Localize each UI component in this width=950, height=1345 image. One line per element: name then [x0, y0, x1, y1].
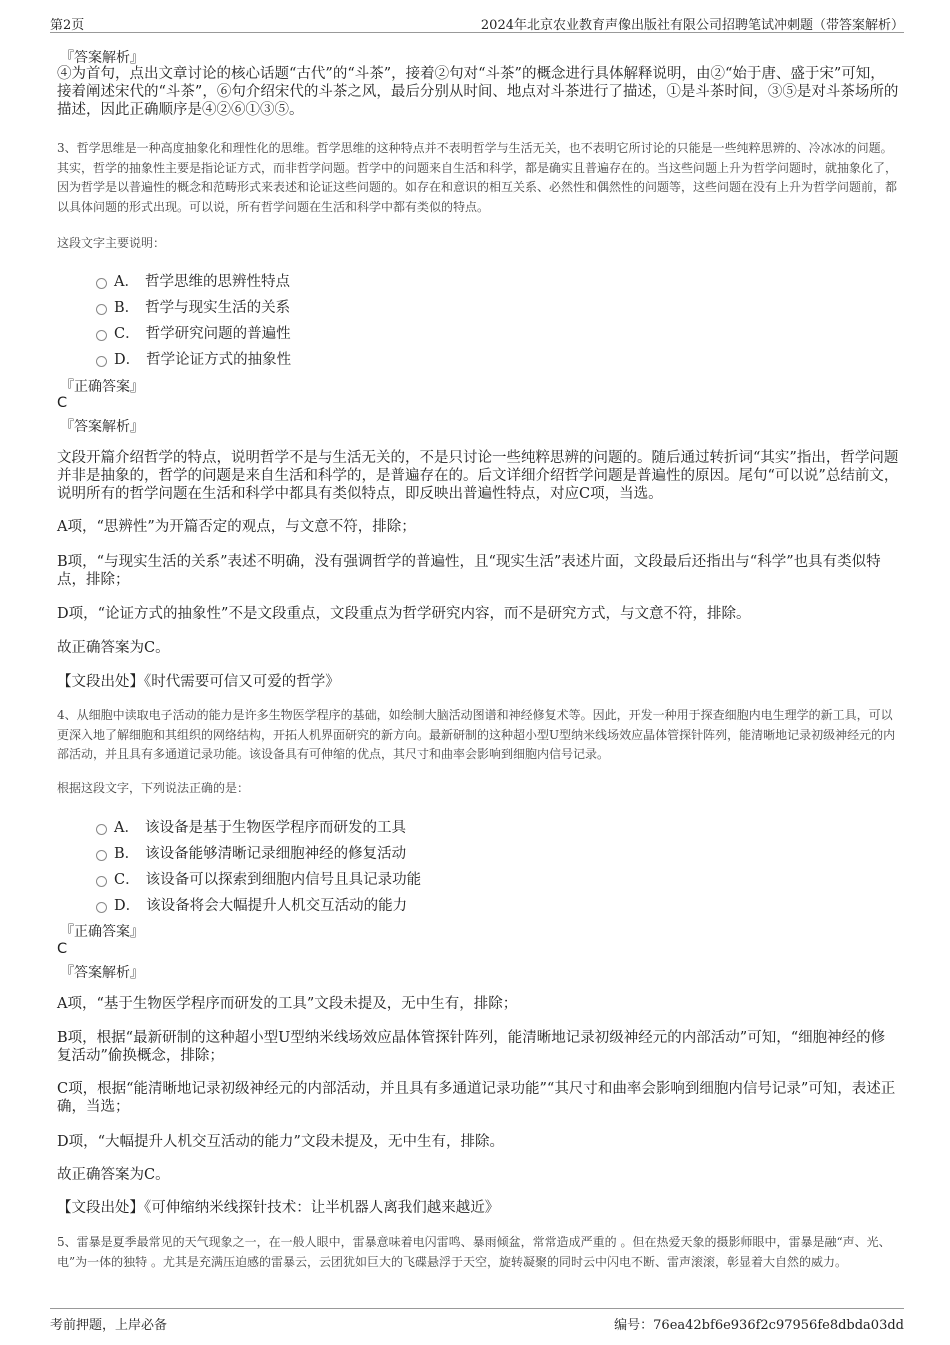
- q3-option-d[interactable]: D． 哲学论证方式的抽象性: [96, 348, 291, 369]
- q3-analysis-d: D项，“论证方式的抽象性”不是文段重点，文段重点为哲学研究内容，而不是研究方式，与文意不符，排除。: [57, 606, 751, 622]
- q5-passage: 5、雷暴是夏季最常见的天气现象之一，在一般人眼中，雷暴意味着电闪雷鸣、暴雨倾盆，常常造成严重的 。但在热爱天象的摄影师眼中，雷暴是融“声、光、电”为一体的独特 。尤其是充满压迫感的雷暴云，云团犹如巨大的飞碟悬浮于天空，旋转凝聚的同时云中闪电不断、雷声滚滚，彰显着大自然的威力。: [57, 1235, 891, 1269]
- q3-analysis-label: 『答案解析』: [60, 419, 144, 435]
- q3-option-a[interactable]: A． 哲学思维的思辨性特点: [96, 270, 290, 291]
- q3-source: 【文段出处】《时代需要可信又可爱的哲学》: [57, 674, 340, 690]
- document-title: 2024年北京农业教育声像出版社有限公司招聘笔试冲刺题（带答案解析）: [480, 18, 904, 33]
- q4-passage: 4、从细胞中读取电子活动的能力是许多生物医学程序的基础，如绘制大脑活动图谱和神经修复术等。因此，开发一种用于探查细胞内电生理学的新工具，可以更深入地了解细胞和其组织的网络结构，开拓人机界面研究的新方向。最新研制的这种超小型U型纳米线场效应晶体管探针阵列，能清晰地记录初级神经元的内部活动，并且具有多通道记录功能。该设备具有可伸缩的优点，其尺寸和曲率会影响到细胞内信号记录。: [57, 708, 896, 761]
- page-footer: [50, 1308, 904, 1331]
- q3-correct-label: 『正确答案』: [60, 379, 144, 395]
- q2-analysis-label: 『答案解析』: [60, 50, 144, 66]
- page-number: 第2页: [50, 18, 85, 33]
- q4-source: 【文段出处】《可伸缩纳米线探针技术：让半机器人离我们越来越近》: [57, 1200, 500, 1216]
- radio-icon[interactable]: [96, 330, 107, 341]
- radio-icon[interactable]: [96, 902, 107, 913]
- q3-option-b[interactable]: B． 哲学与现实生活的关系: [96, 296, 290, 317]
- q3-stem: 这段文字主要说明：: [57, 236, 166, 250]
- q4-analysis-c: C项，根据“能清晰地记录初级神经元的内部活动，并且具有多通道记录功能”“其尺寸和曲率会影响到细胞内信号记录”可知，表述正确，当选；: [57, 1081, 896, 1115]
- q3-analysis-b: B项，“与现实生活的关系”表述不明确，没有强调哲学的普遍性，且“现实生活”表述片面，文段最后还指出与“科学”也具有类似特点，排除；: [57, 554, 881, 588]
- q4-analysis-label: 『答案解析』: [60, 965, 144, 981]
- footer-slogan: 考前押题，上岸必备: [50, 1318, 168, 1333]
- page-header: [50, 12, 904, 33]
- q4-analysis-d: D项，“大幅提升人机交互活动的能力”文段未提及，无中生有，排除。: [57, 1134, 504, 1150]
- q4-analysis-a: A项，“基于生物医学程序而研发的工具”文段未提及，无中生有，排除；: [57, 996, 518, 1012]
- q4-analysis-b: B项，根据“最新研制的这种超小型U型纳米线场效应晶体管探针阵列，能清晰地记录初级神经元的内部活动”可知，“细胞神经的修复活动”偷换概念，排除；: [57, 1030, 886, 1064]
- q3-analysis-main: 文段开篇介绍哲学的特点，说明哲学不是与生活无关的，不是只讨论一些纯粹思辨的问题的。随后通过转折词“其实”指出，哲学问题并非是抽象的，哲学的问题是来自生活和科学的，是普遍存在的。后文详细介绍哲学问题是普遍性的原因。尾句“可以说”总结前文，说明所有的哲学问题在生活和科学中都具有类似特点，即反映出普遍性特点，对应C项，当选。: [57, 450, 899, 502]
- document-id: 编号：76ea42bf6e936f2c97956fe8dbda03dd: [614, 1318, 904, 1333]
- q3-correct-answer: C: [57, 395, 68, 411]
- q4-conclusion: 故正确答案为C。: [57, 1167, 170, 1183]
- q4-option-b[interactable]: B． 该设备能够清晰记录细胞神经的修复活动: [96, 842, 406, 863]
- q4-option-d[interactable]: D． 该设备将会大幅提升人机交互活动的能力: [96, 894, 407, 915]
- radio-icon[interactable]: [96, 876, 107, 887]
- radio-icon[interactable]: [96, 304, 107, 315]
- radio-icon[interactable]: [96, 356, 107, 367]
- q2-analysis-text: ④为首句，点出文章讨论的核心话题“古代”的“斗茶”，接着②句对“斗茶”的概念进行具体解释说明，由②“始于唐、盛于宋”可知，接着阐述宋代的“斗茶”，⑥句介绍宋代的斗茶之风，最后分别从时间、地点对斗茶进行了描述，①是斗茶时间，③⑤是对斗茶场所的描述，因此正确顺序是④②⑥①③⑤。: [57, 66, 899, 118]
- q3-analysis-a: A项，“思辨性”为开篇否定的观点，与文意不符，排除；: [57, 519, 416, 535]
- radio-icon[interactable]: [96, 278, 107, 289]
- q4-option-a[interactable]: A． 该设备是基于生物医学程序而研发的工具: [96, 816, 406, 837]
- q4-option-c[interactable]: C． 该设备可以探索到细胞内信号且具记录功能: [96, 868, 421, 889]
- q4-correct-answer: C: [57, 941, 68, 957]
- q4-stem: 根据这段文字，下列说法正确的是：: [57, 781, 250, 795]
- q3-conclusion: 故正确答案为C。: [57, 640, 170, 656]
- radio-icon[interactable]: [96, 850, 107, 861]
- q3-passage: 3、哲学思维是一种高度抽象化和理性化的思维。哲学思维的这种特点并不表明哲学与生活无关，也不表明它所讨论的只能是一些纯粹思辨的、冷冰冰的问题。其实，哲学的抽象性主要是指论证方式，而非哲学问题。哲学中的问题来自生活和科学，都是确实且普遍存在的。当这些问题上升为哲学问题时，就抽象化了，因为哲学是以普遍性的概念和范畴形式来表述和论证这些问题的。如存在和意识的相互关系、必然性和偶然性的问题等，这些问题在没有上升为哲学问题前，都以具体问题的形式出现。可以说，所有哲学问题在生活和科学中都有类似的特点。: [57, 141, 898, 214]
- q3-option-c[interactable]: C． 哲学研究问题的普遍性: [96, 322, 291, 343]
- radio-icon[interactable]: [96, 824, 107, 835]
- q4-correct-label: 『正确答案』: [60, 924, 144, 940]
